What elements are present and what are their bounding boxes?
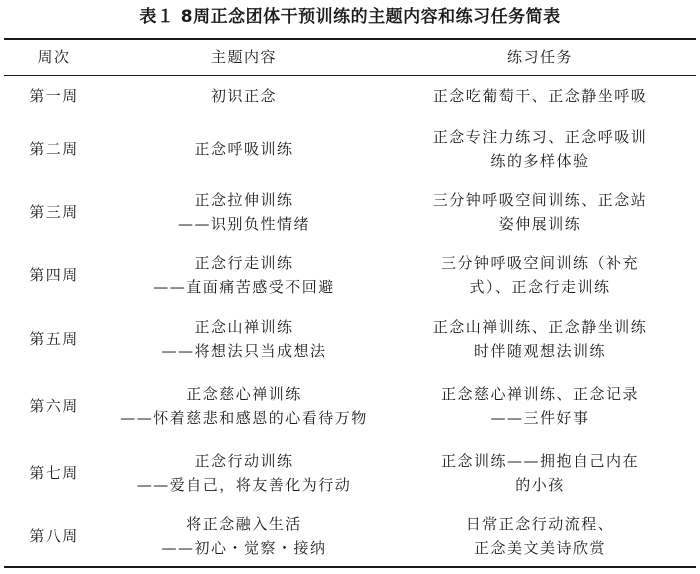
theme-line: ——识别负性情绪	[177, 215, 310, 233]
theme-cell	[104, 505, 384, 567]
task-line: 三分钟呼吸空间训练（补充	[440, 254, 639, 272]
task-cell	[384, 505, 696, 567]
table-header-row	[4, 39, 696, 75]
theme-line: ——怀着慈悲和感恩的心看待万物	[120, 409, 368, 427]
training-schedule-table	[4, 38, 696, 568]
table-row	[4, 307, 696, 371]
table-row	[4, 181, 696, 243]
table-row	[4, 371, 696, 441]
theme-line: 正念呼吸训练	[194, 140, 294, 158]
theme-cell	[104, 441, 384, 505]
task-line: 式）、正念行走训练	[469, 278, 611, 296]
table-row	[4, 505, 696, 567]
theme-line: ——将想法只当成想法	[161, 342, 327, 360]
task-cell	[384, 371, 696, 441]
theme-line: ——初心・觉察・接纳	[161, 538, 327, 557]
task-line: 三分钟呼吸空间训练、正念站	[432, 191, 648, 209]
week-cell: 第八周	[29, 526, 79, 545]
theme-line: 正念山禅训练	[194, 318, 294, 336]
week-cell: 第四周	[29, 266, 79, 284]
week-cell: 第二周	[29, 140, 79, 158]
task-line: 正念训练——拥抱自己内在	[440, 452, 639, 470]
task-line: 练的多样体验	[490, 152, 590, 170]
task-line: 正念美文美诗欣赏	[473, 538, 606, 557]
week-cell: 第一周	[29, 87, 79, 106]
task-line: 的小孩	[515, 476, 565, 494]
week-cell: 第三周	[29, 203, 79, 221]
task-line: 日常正念行动流程、	[465, 514, 615, 533]
theme-line: 正念拉伸训练	[194, 191, 294, 209]
week-cell: 第五周	[29, 330, 79, 348]
task-line: 正念慈心禅训练、正念记录	[440, 385, 639, 403]
theme-cell	[104, 117, 384, 181]
task-cell	[384, 75, 696, 117]
week-cell: 第六周	[29, 397, 79, 415]
task-cell	[384, 117, 696, 181]
task-line: 正念吃葡萄干、正念静坐呼吸	[432, 87, 648, 106]
header-task: 练习任务	[506, 48, 573, 67]
theme-line: 正念行走训练	[194, 254, 294, 272]
table-row	[4, 441, 696, 505]
table-row	[4, 117, 696, 181]
theme-cell	[104, 181, 384, 243]
week-cell: 第七周	[29, 464, 79, 482]
theme-line: 正念行动训练	[194, 452, 294, 470]
theme-cell	[104, 243, 384, 307]
table-row	[4, 75, 696, 117]
theme-cell	[104, 75, 384, 117]
theme-line: 正念慈心禅训练	[186, 385, 302, 403]
task-line: 姿伸展训练	[498, 215, 582, 233]
table-row	[4, 243, 696, 307]
theme-line: ——爱自己，将友善化为行动	[136, 476, 352, 494]
theme-line: 初识正念	[210, 87, 277, 106]
theme-cell	[104, 371, 384, 441]
task-cell	[384, 181, 696, 243]
table-caption: 表１ 8周正念团体干预训练的主题内容和练习任务简表	[139, 7, 561, 27]
task-cell	[384, 441, 696, 505]
task-line: 时伴随观想法训练	[473, 342, 606, 360]
task-line: 正念山禅训练、正念静坐训练	[432, 318, 648, 336]
header-theme: 主题内容	[210, 48, 277, 67]
header-week: 周次	[37, 48, 71, 67]
theme-line: ——直面痛苦感受不回避	[153, 278, 335, 296]
theme-cell	[104, 307, 384, 371]
task-line: 正念专注力练习、正念呼吸训	[432, 128, 648, 146]
theme-line: 将正念融入生活	[186, 514, 302, 533]
task-cell	[384, 243, 696, 307]
task-line: ——三件好事	[490, 409, 590, 427]
task-cell	[384, 307, 696, 371]
